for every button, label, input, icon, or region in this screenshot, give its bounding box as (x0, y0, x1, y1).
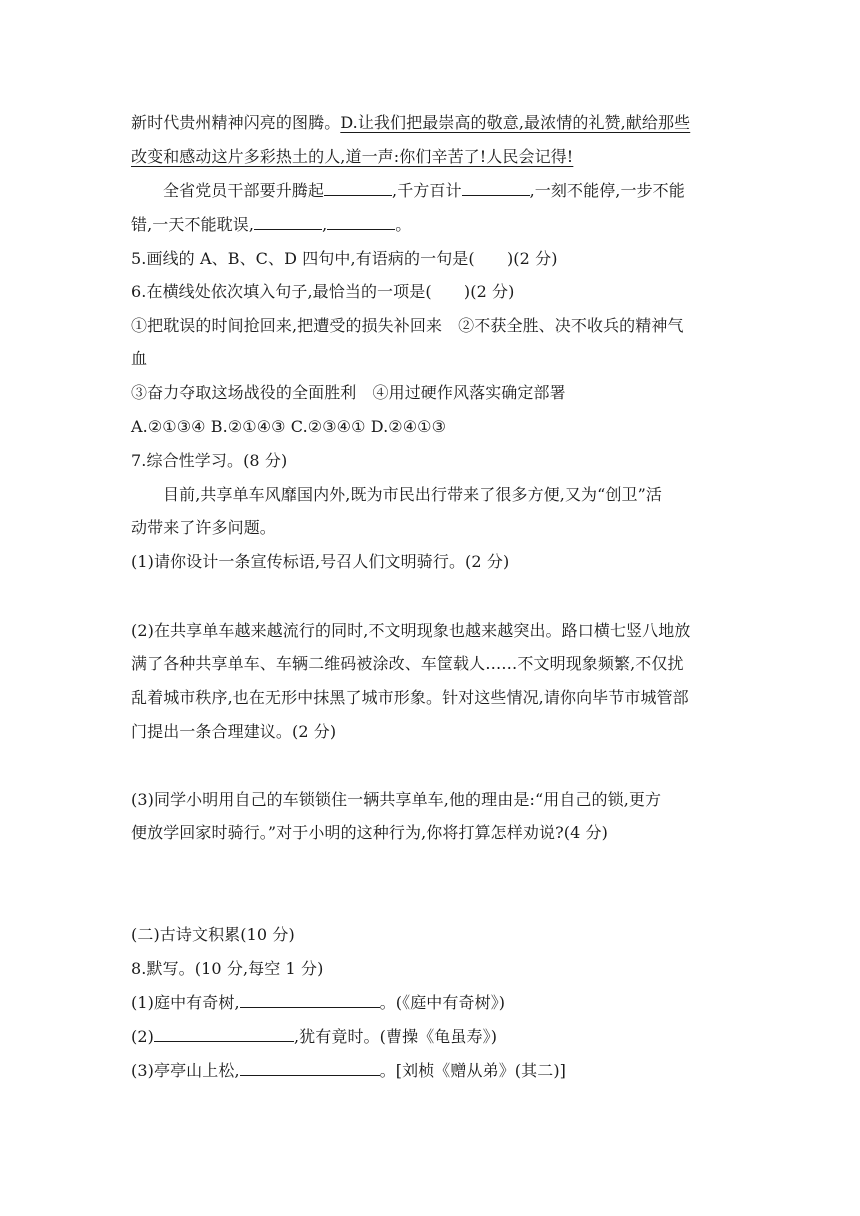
question-5: 5.画线的 A、B、C、D 四句中,有语病的一句是( )(2 分) (131, 249, 558, 268)
question-7-intro: 目前,共享单车风靡国内外,既为市民出行带来了很多方便,又为“创卫”活 (163, 485, 663, 504)
question-6-options: ①把耽误的时间抢回来,把遭受的损失补回来 ②不获全胜、决不收兵的精神气 (131, 316, 684, 335)
dictation-line-3 (131, 1060, 731, 1082)
question-7-sub3: 便放学回家时骑行。”对于小明的这种行为,你将打算怎样劝说?(4 分) (131, 823, 608, 842)
text-segment: 。(《庭中有奇树》) (379, 993, 506, 1012)
passage-line (131, 214, 731, 236)
text-segment: 新时代贵州精神闪亮的图腾。 (131, 113, 341, 132)
question-7-title: 7.综合性学习。(8 分) (131, 451, 288, 470)
text-segment: (1)庭中有奇树, (131, 993, 240, 1012)
question-7-sub1: (1)请你设计一条宣传标语,号召人们文明骑行。(2 分) (131, 552, 510, 571)
question-6-choices: A.②①③④ B.②①④③ C.②③④① D.②④①③ (131, 417, 447, 436)
section-title: (二)古诗文积累(10 分) (131, 925, 295, 944)
answer-blank[interactable] (254, 214, 322, 230)
text-segment: 。[刘桢《赠从弟》(其二)] (379, 1061, 567, 1080)
text-segment: ,犹有竟时。(曹操《龟虽寿》) (293, 1027, 498, 1046)
dictation-line-1 (131, 992, 731, 1014)
answer-blank[interactable] (154, 1026, 294, 1042)
underlined-sentence-d: D.让我们把最崇高的敬意,最浓情的礼赞,献给那些 (340, 113, 691, 132)
text-segment: (2) (131, 1027, 154, 1046)
text-line (131, 112, 731, 134)
text-segment: ,千方百计 (392, 181, 462, 200)
answer-blank[interactable] (240, 1060, 380, 1076)
question-7-intro: 动带来了许多问题。 (131, 518, 276, 537)
question-6-options: ③奋力夺取这场战役的全面胜利 ④用过硬作风落实确定部署 (131, 383, 566, 402)
question-7-sub3: (3)同学小明用自己的车锁锁住一辆共享单车,他的理由是:“用自己的锁,更方 (131, 790, 662, 809)
text-segment: (3)亭亭山上松, (131, 1061, 240, 1080)
answer-blank[interactable] (327, 214, 395, 230)
underlined-sentence-d-cont: 改变和感动这片多彩热土的人,道一声:你们辛苦了!人民会记得! (131, 147, 574, 166)
question-7-sub2: 满了各种共享单车、车辆二维码被涂改、车筐载人……不文明现象频繁,不仅扰 (131, 654, 684, 673)
question-7-sub2: 门提出一条合理建议。(2 分) (131, 722, 337, 741)
question-6-stem: 6.在横线处依次填入句子,最恰当的一项是( )(2 分) (131, 282, 515, 301)
text-line (131, 146, 731, 168)
answer-blank[interactable] (462, 180, 530, 196)
text-segment: ,一刻不能停,一步不能 (529, 181, 685, 200)
answer-blank[interactable] (324, 180, 392, 196)
dictation-line-2 (131, 1026, 731, 1048)
text-segment: 全省党员干部要升腾起 (163, 181, 325, 200)
question-8-title: 8.默写。(10 分,每空 1 分) (131, 959, 324, 978)
question-7-sub2: (2)在共享单车越来越流行的同时,不文明现象也越来越突出。路口横七竖八地放 (131, 621, 691, 640)
question-7-sub2: 乱着城市秩序,也在无形中抹黑了城市形象。针对这些情况,请你向毕节市城管部 (131, 688, 689, 707)
text-segment: 错,一天不能耽误, (131, 215, 255, 234)
question-6-options: 血 (131, 349, 148, 368)
answer-blank[interactable] (240, 992, 380, 1008)
text-segment: , (322, 215, 328, 234)
passage-line (163, 180, 731, 202)
text-segment: 。 (395, 215, 412, 234)
